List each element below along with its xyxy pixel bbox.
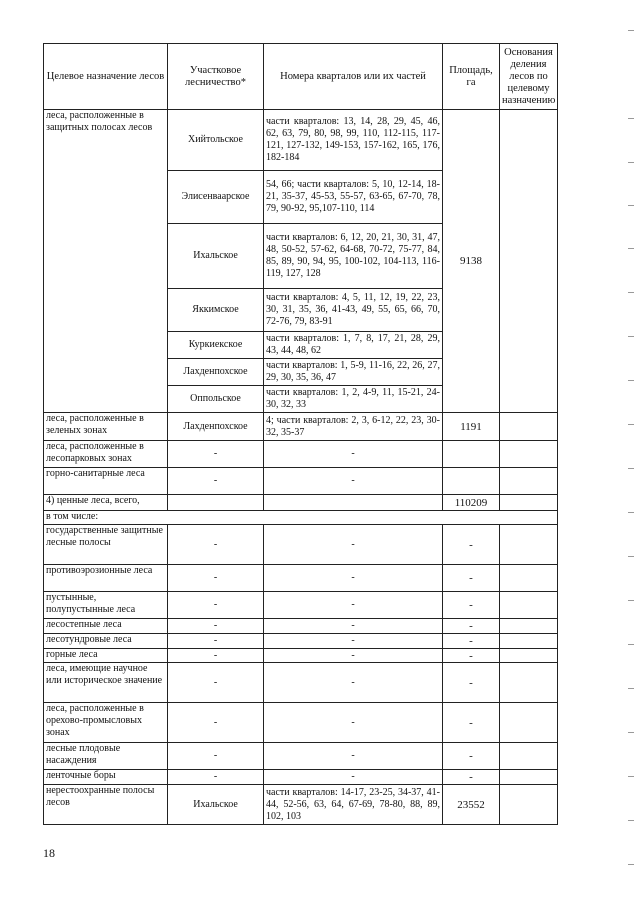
header-purpose: Целевое назначение лесов xyxy=(44,44,168,110)
forestry-cell: Лахденпохское xyxy=(168,413,264,441)
quarters-cell: 54, 66; части кварталов: 5, 10, 12-14, 18-21, 35-37, 45-53, 55-57, 63-65, 67-70, 78, 79, 90-92, 95,107-110, 114 xyxy=(264,171,443,224)
quarters-cell: части кварталов: 14-17, 23-25, 34-37, 41-44, 52-56, 63, 64, 67-69, 78-80, 88, 89, 102, 103 xyxy=(264,785,443,825)
purpose-cell: горно-санитарные леса xyxy=(44,468,168,495)
quarters-cell: - xyxy=(264,663,443,703)
forestry-cell: Ихальское xyxy=(168,785,264,825)
forestry-cell: Ихальское xyxy=(168,224,264,289)
area-cell: - xyxy=(443,619,500,634)
basis-cell xyxy=(500,785,558,825)
area-cell: - xyxy=(443,565,500,592)
purpose-cell: лесотундровые леса xyxy=(44,634,168,649)
basis-cell xyxy=(500,743,558,770)
basis-cell xyxy=(500,634,558,649)
basis-cell xyxy=(500,413,558,441)
quarters-cell: - xyxy=(264,441,443,468)
quarters-cell: - xyxy=(264,592,443,619)
table-row xyxy=(44,663,558,703)
margin-tick-marks xyxy=(618,0,634,905)
forestry-cell: Элисенваарское xyxy=(168,171,264,224)
quarters-cell: 4; части кварталов: 2, 3, 6-12, 22, 23, 30-32, 35-37 xyxy=(264,413,443,441)
table-row xyxy=(44,413,558,441)
area-cell: 9138 xyxy=(443,110,500,413)
forestry-cell: - xyxy=(168,592,264,619)
quarters-cell: - xyxy=(264,634,443,649)
basis-cell xyxy=(500,525,558,565)
purpose-cell: нерестоохранные полосы лесов xyxy=(44,785,168,825)
quarters-cell: - xyxy=(264,743,443,770)
table-row xyxy=(44,619,558,634)
table-header-row xyxy=(44,44,558,110)
header-quarters: Номера кварталов или их частей xyxy=(264,44,443,110)
basis-cell xyxy=(500,703,558,743)
page-number: 18 xyxy=(43,846,55,860)
quarters-cell: - xyxy=(264,525,443,565)
purpose-cell: противоэрозионные леса xyxy=(44,565,168,592)
forestry-cell: - xyxy=(168,649,264,663)
area-cell: - xyxy=(443,663,500,703)
table-row xyxy=(44,110,558,171)
purpose-cell: леса, расположенные в зеленых зонах xyxy=(44,413,168,441)
header-forestry: Участковое лесничество* xyxy=(168,44,264,110)
quarters-cell: - xyxy=(264,619,443,634)
quarters-cell: - xyxy=(264,468,443,495)
quarters-cell: части кварталов: 1, 2, 4-9, 11, 15-21, 24-30, 32, 33 xyxy=(264,386,443,413)
basis-cell xyxy=(500,495,558,511)
forestry-cell: - xyxy=(168,770,264,785)
forestry-cell: - xyxy=(168,663,264,703)
purpose-cell: горные леса xyxy=(44,649,168,663)
basis-cell xyxy=(500,770,558,785)
quarters-cell: - xyxy=(264,770,443,785)
purpose-cell: ленточные боры xyxy=(44,770,168,785)
quarters-cell: - xyxy=(264,649,443,663)
forestry-cell: - xyxy=(168,619,264,634)
quarters-cell: части кварталов: 6, 12, 20, 21, 30, 31, 47, 48, 50-52, 57-62, 64-68, 70-72, 75-77, 84, 85, 89, 90, 94, 95, 100-102, 104-113, 116-119, 127, 128 xyxy=(264,224,443,289)
area-cell: - xyxy=(443,703,500,743)
purpose-cell: леса, расположенные в защитных полосах лесов xyxy=(44,110,168,413)
purpose-cell: леса, имеющие научное или историческое значение xyxy=(44,663,168,703)
basis-cell xyxy=(500,649,558,663)
table-row xyxy=(44,785,558,825)
basis-cell xyxy=(500,592,558,619)
forestry-cell: - xyxy=(168,703,264,743)
basis-cell xyxy=(500,565,558,592)
table-row xyxy=(44,468,558,495)
purpose-cell: лесные плодовые насаждения xyxy=(44,743,168,770)
basis-cell xyxy=(500,441,558,468)
area-cell: 110209 xyxy=(443,495,500,511)
forestry-cell: Куркиекское xyxy=(168,332,264,359)
forestry-cell: - xyxy=(168,468,264,495)
table-row xyxy=(44,592,558,619)
purpose-cell: 4) ценные леса, всего, xyxy=(44,495,168,511)
basis-cell xyxy=(500,619,558,634)
forestry-cell: - xyxy=(168,743,264,770)
area-cell xyxy=(443,441,500,468)
forestry-cell: - xyxy=(168,634,264,649)
purpose-cell: леса, расположенные в лесопарковых зонах xyxy=(44,441,168,468)
basis-cell xyxy=(500,110,558,413)
purpose-cell: лесостепные леса xyxy=(44,619,168,634)
purpose-cell: государственные защитные лесные полосы xyxy=(44,525,168,565)
header-basis: Основания деления лесов по целевому назначению xyxy=(500,44,558,110)
area-cell: - xyxy=(443,592,500,619)
purpose-cell: леса, расположенные в орехово-промысловых зонах xyxy=(44,703,168,743)
table-row xyxy=(44,495,558,511)
table-row xyxy=(44,649,558,663)
area-cell: - xyxy=(443,743,500,770)
forestry-cell: Яккимское xyxy=(168,289,264,332)
purpose-cell: пустынные, полупустынные леса xyxy=(44,592,168,619)
forestry-cell: Оппольское xyxy=(168,386,264,413)
quarters-cell: части кварталов: 1, 7, 8, 17, 21, 28, 29, 43, 44, 48, 62 xyxy=(264,332,443,359)
area-cell: - xyxy=(443,525,500,565)
quarters-cell xyxy=(264,495,443,511)
forestry-cell xyxy=(168,495,264,511)
quarters-cell: - xyxy=(264,703,443,743)
forestry-cell: - xyxy=(168,525,264,565)
forestry-cell: - xyxy=(168,441,264,468)
area-cell: - xyxy=(443,634,500,649)
forestry-cell: Хийтольское xyxy=(168,110,264,171)
quarters-cell: части кварталов: 13, 14, 28, 29, 45, 46, 62, 63, 79, 80, 98, 99, 110, 112-115, 117-121, 127-132, 149-153, 157-162, 165, 176, 182-184 xyxy=(264,110,443,171)
table-row xyxy=(44,511,558,525)
table-row xyxy=(44,743,558,770)
table-row xyxy=(44,703,558,743)
header-area: Площадь, га xyxy=(443,44,500,110)
forestry-cell: Лахденпохское xyxy=(168,359,264,386)
table-row xyxy=(44,525,558,565)
area-cell: - xyxy=(443,649,500,663)
quarters-cell: - xyxy=(264,565,443,592)
forest-purpose-table xyxy=(43,43,558,825)
quarters-cell: части кварталов: 4, 5, 11, 12, 19, 22, 23, 30, 31, 35, 36, 41-43, 49, 55, 65, 66, 70, 72-76, 79, 83-91 xyxy=(264,289,443,332)
table-row xyxy=(44,770,558,785)
forestry-cell: - xyxy=(168,565,264,592)
quarters-cell: части кварталов: 1, 5-9, 11-16, 22, 26, 27, 29, 30, 35, 36, 47 xyxy=(264,359,443,386)
table-row xyxy=(44,441,558,468)
basis-cell xyxy=(500,663,558,703)
area-cell: 1191 xyxy=(443,413,500,441)
area-cell: - xyxy=(443,770,500,785)
including-label: в том числе: xyxy=(44,511,558,525)
table-row xyxy=(44,565,558,592)
area-cell xyxy=(443,468,500,495)
basis-cell xyxy=(500,468,558,495)
area-cell: 23552 xyxy=(443,785,500,825)
table-row xyxy=(44,634,558,649)
